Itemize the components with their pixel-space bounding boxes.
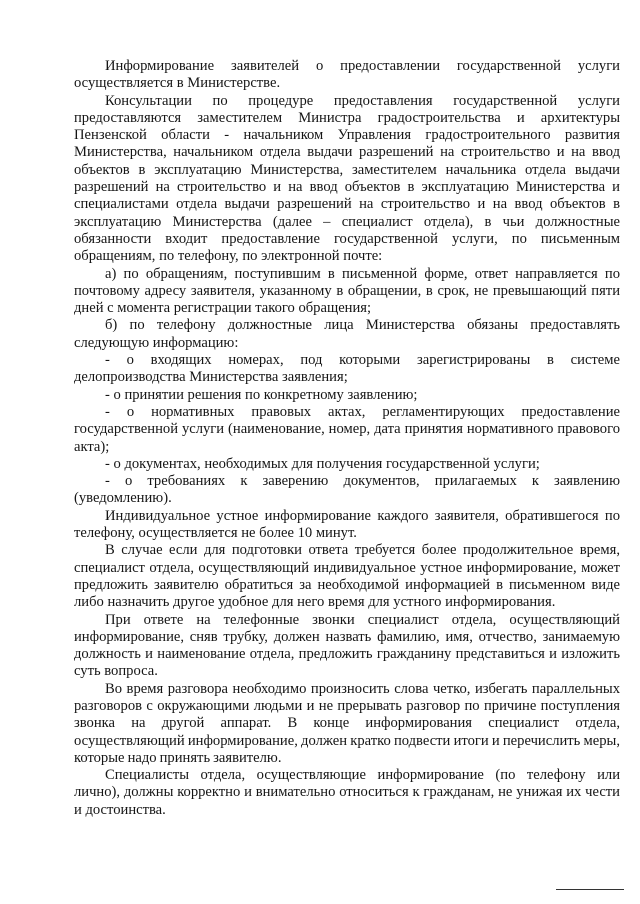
paragraph-consultations: Консультации по процедуре предоставления государственной услуги предоставляются заместителем Министра градостроительства и архитектуры Пензенской области - начальником Управления градостроительного развития Министерства, начальником отдела выдачи разрешений на строительство и на ввод объектов в эксплуатацию Министерства, заместителем начальника отдела выдачи разрешений на строительство и на ввод объектов в эксплуатацию Министерства и специалистами отдела выдачи разрешений на строительство и на ввод объектов в эксплуатацию Министерства (далее – специалист отдела), в чьи должностные обязанности входит предоставление государственной услуги, по письменным обращениям, по телефону, по электронной почте: xyxy=(74,92,620,265)
paragraph-phone-duration: Индивидуальное устное информирование каждого заявителя, обратившегося по телефону, осуществляется не более 10 минут. xyxy=(74,507,620,542)
paragraph-phone-answering: При ответе на телефонные звонки специалист отдела, осуществляющий информирование, сняв трубку, должен назвать фамилию, имя, отчество, занимаемую должность и наименование отдела, предложить гражданину представиться и изложить суть вопроса. xyxy=(74,611,620,680)
list-item-decision: - о принятии решения по конкретному заявлению; xyxy=(105,386,418,403)
list-item-incoming-numbers: - о входящих номерах, под которыми зарегистрированы в системе делопроизводства Министерства заявления; xyxy=(74,352,620,386)
list-item-regulations: - о нормативных правовых актах, регламентирующих предоставление государственной услуги (наименование, номер, дата принятия нормативного правового акта); xyxy=(74,403,620,455)
paragraph-longer-response: В случае если для подготовки ответа требуется более продолжительное время, специалист отдела, осуществляющий индивидуальное устное информирование, может предложить заявителю обратиться за необходимой информацией в письменном виде либо назначить другое удобное для него время для устного информирования. xyxy=(74,542,620,611)
list-item-certification: - о требованиях к заверению документов, прилагаемых к заявлению (уведомлению). xyxy=(74,473,620,507)
document-body xyxy=(74,58,620,819)
paragraph-courtesy: Специалисты отдела, осуществляющие информирование (по телефону или лично), должны корректно и внимательно относиться к гражданам, не унижая их чести и достоинства. xyxy=(74,767,620,818)
paragraph-conversation-rules: Во время разговора необходимо произносить слова четко, избегать параллельных разговоров с окружающими людьми и не прерывать разговор по причине поступления звонка на другой аппарат. В конце информирования специалист отдела, осуществляющий информирование, должен кратко подвести итоги и перечислить меры, которые надо принять заявителю. xyxy=(74,680,620,766)
footer-divider xyxy=(556,889,624,890)
paragraph-written-requests: а) по обращениям, поступившим в письменной форме, ответ направляется по почтовому адресу заявителя, указанному в обращении, в срок, не превышающий пяти дней с момента регистрации такого обращения; xyxy=(74,265,620,317)
paragraph-phone-info: б) по телефону должностные лица Министерства обязаны предоставлять следующую информацию: xyxy=(74,317,620,351)
paragraph-info-location: Информирование заявителей о предоставлении государственной услуги осуществляется в Министерстве. xyxy=(74,58,620,92)
list-item-documents: - о документах, необходимых для получения государственной услуги; xyxy=(105,455,540,472)
